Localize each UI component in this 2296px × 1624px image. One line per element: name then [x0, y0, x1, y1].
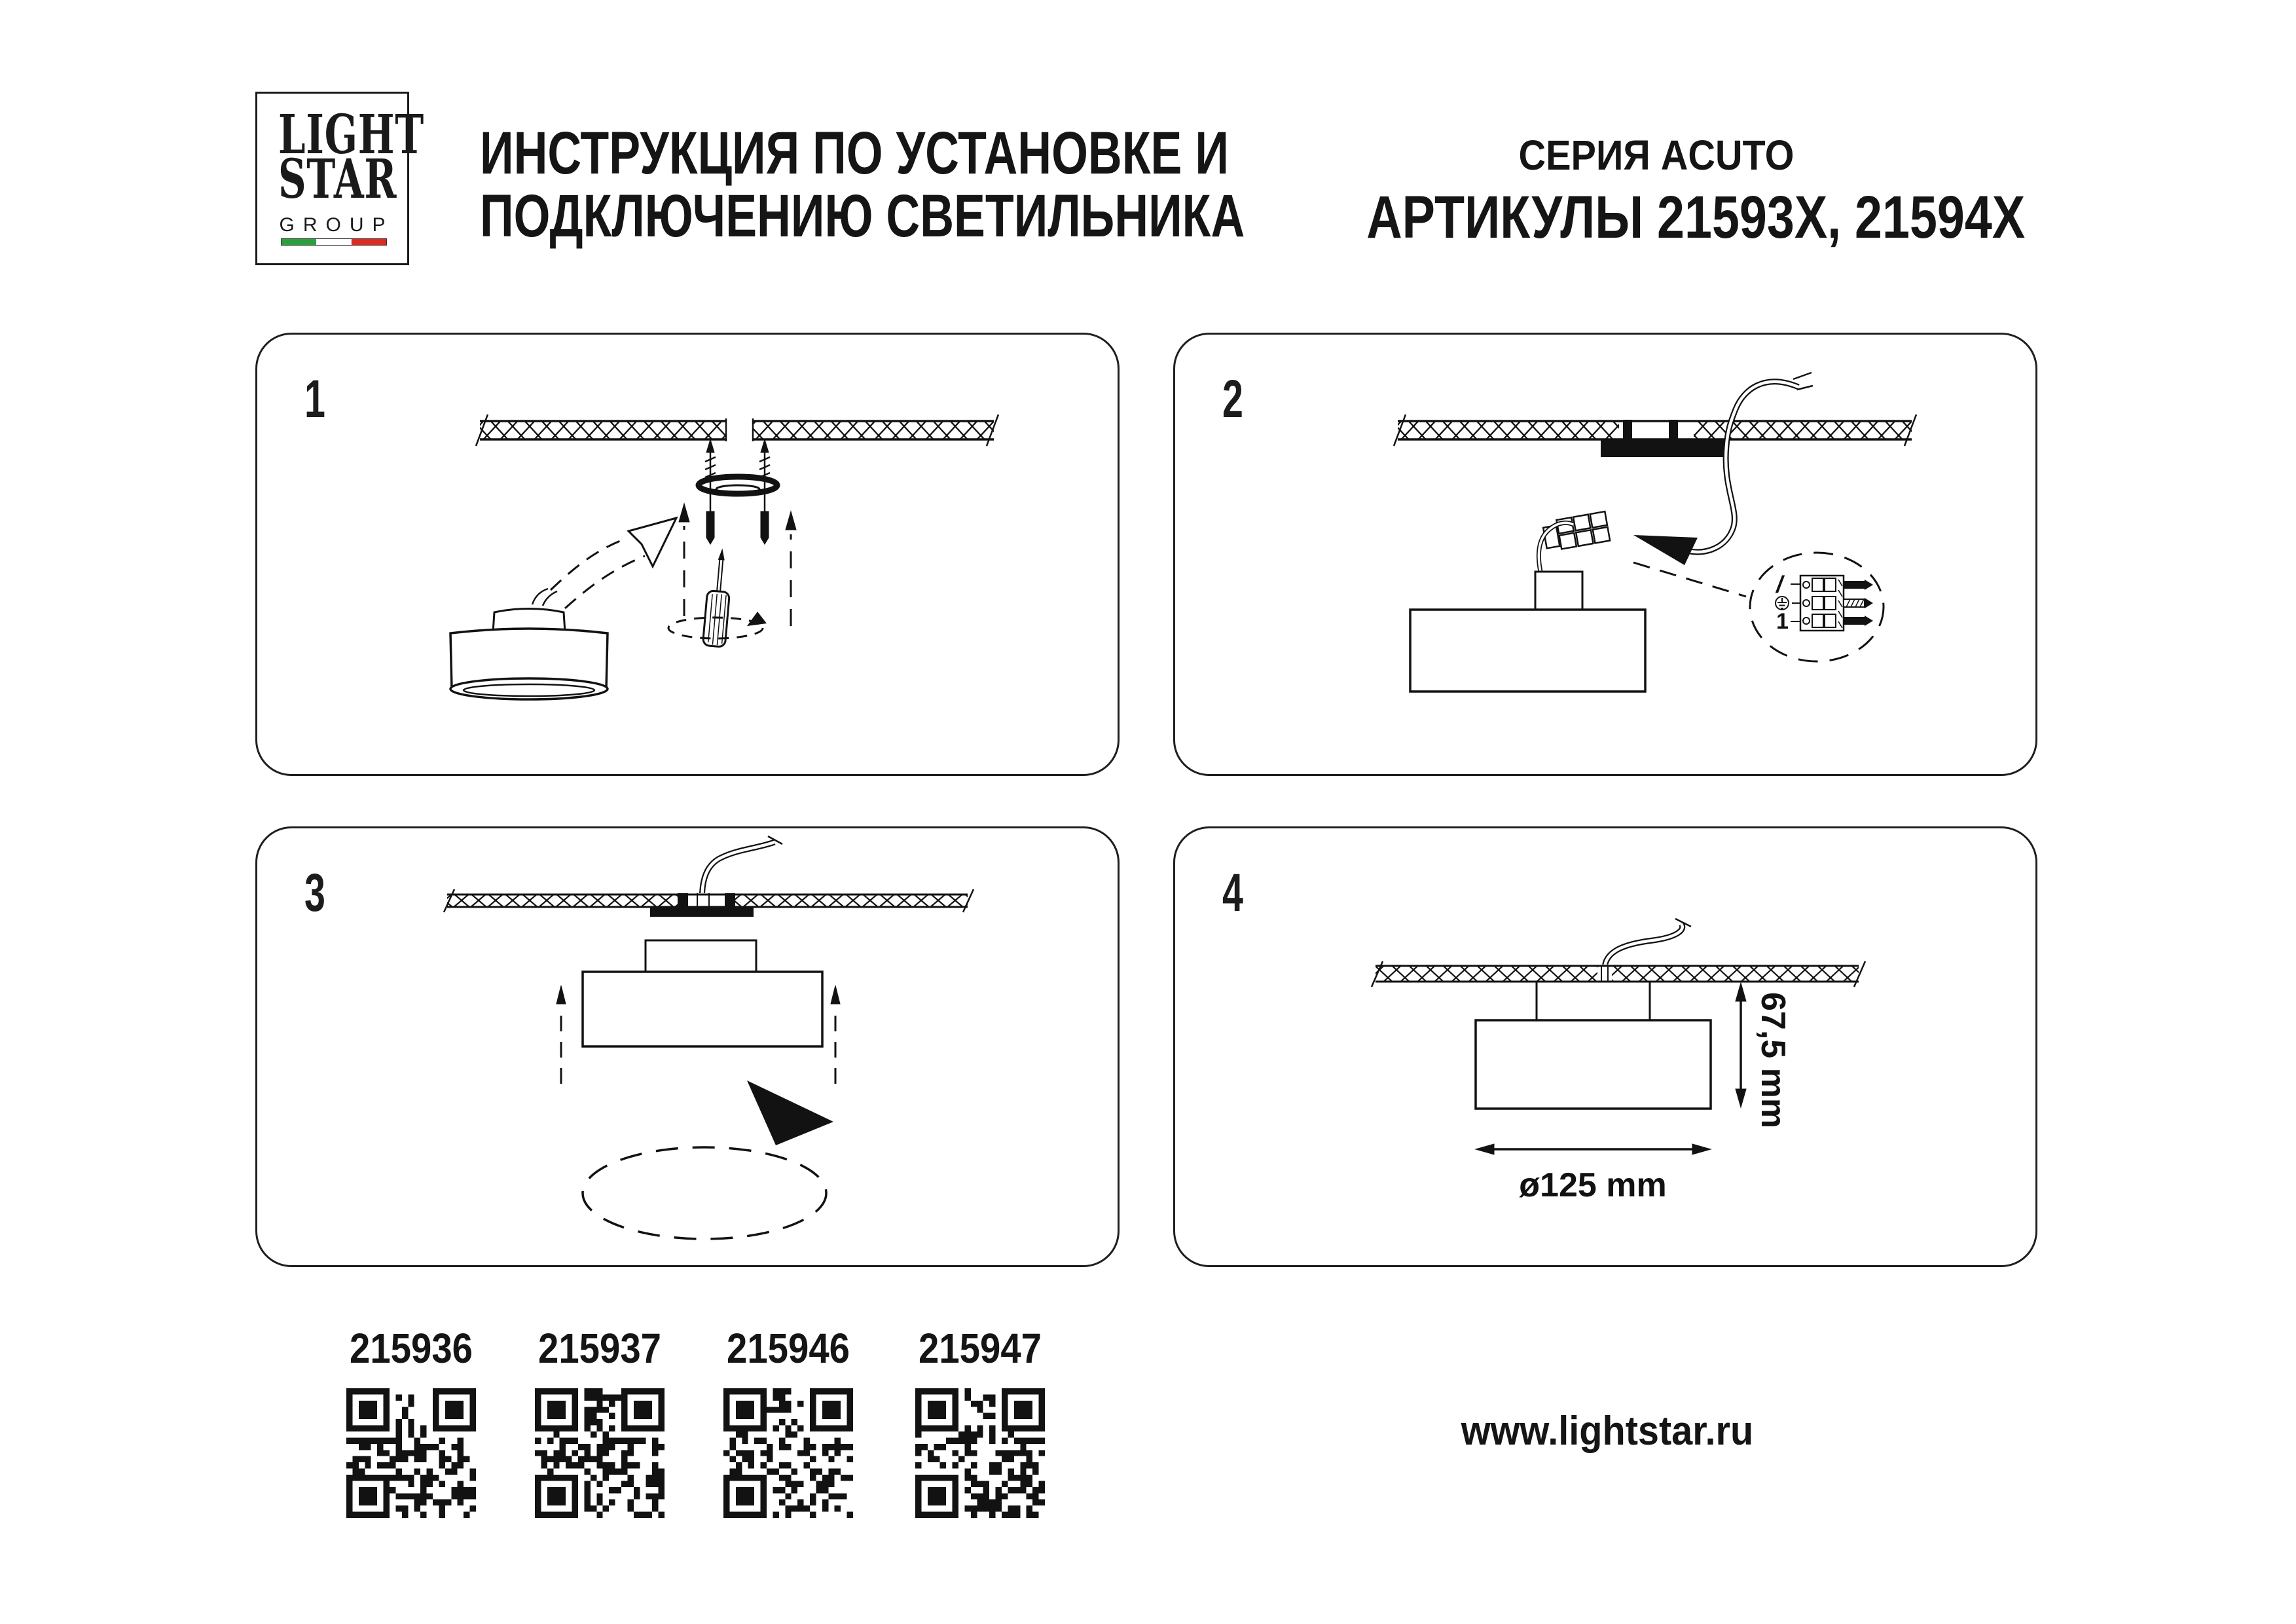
mounting-plate — [1601, 440, 1725, 457]
earth-icon — [1776, 597, 1789, 610]
step2-diagram — [1175, 335, 2035, 774]
step-number-3: 3 — [304, 863, 325, 923]
supply-wire — [1633, 373, 1813, 565]
mounting-plate — [650, 907, 754, 917]
logo-word-light: LIGHT — [278, 103, 424, 166]
articles-label: АРТИКУЛЫ 21593X, 21594X — [1366, 184, 2026, 251]
qr-code-4 — [915, 1388, 1045, 1518]
website-url: www.lightstar.ru — [1461, 1409, 1754, 1454]
luminaire — [1410, 572, 1645, 692]
rotate-arrow — [583, 1080, 833, 1239]
page-title — [480, 122, 1245, 248]
diameter-dimension — [1476, 1144, 1711, 1204]
title-line-2: ПОДКЛЮЧЕНИЮ СВЕТИЛЬНИКА — [480, 183, 1245, 249]
terminal-label-neutral: 1 — [1776, 609, 1789, 634]
step-panel-3 — [255, 826, 1120, 1267]
title-line-1: ИНСТРУКЦИЯ ПО УСТАНОВКЕ И — [480, 120, 1229, 187]
step1-diagram — [257, 335, 1118, 774]
height-dimension — [1736, 983, 1792, 1128]
terminal-block — [1800, 576, 1844, 631]
step3-diagram — [257, 828, 1118, 1265]
wire-stub-live — [1844, 581, 1865, 589]
series-label: СЕРИЯ ACUTO — [1518, 132, 1795, 179]
article-number-1: 215936 — [350, 1325, 473, 1372]
step-panel-4 — [1173, 826, 2037, 1267]
qr-code-3 — [723, 1388, 853, 1518]
detail-leader-line — [1633, 563, 1746, 597]
up-arrows-dashed — [679, 504, 796, 626]
ceiling — [1394, 415, 1916, 457]
article-number-3: 215946 — [727, 1325, 850, 1372]
ceiling — [444, 889, 974, 917]
article-number-4: 215947 — [919, 1325, 1042, 1372]
step-panel-2 — [1173, 333, 2037, 776]
luminaire — [583, 940, 822, 1046]
step-number-4: 4 — [1222, 863, 1243, 923]
step-number-1: 1 — [304, 369, 325, 429]
step-number-2: 2 — [1222, 369, 1243, 429]
logo-word-star: STAR — [278, 148, 397, 211]
qr-code-1 — [346, 1388, 476, 1518]
wire-stub-neutral — [1844, 617, 1865, 625]
lift-arrow-dashed — [551, 518, 676, 608]
lightstar-logo — [255, 92, 424, 265]
ceiling — [476, 415, 998, 446]
luminaire — [1476, 982, 1711, 1109]
terminal-detail-bubble — [1750, 553, 1884, 661]
screwdriver — [702, 547, 733, 647]
step4-diagram — [1175, 828, 2035, 1265]
diameter-dimension-label: ø125 mm — [1519, 1166, 1667, 1204]
article-number-2: 215937 — [538, 1325, 661, 1372]
italian-flag-icon — [281, 238, 387, 246]
qr-code-2 — [535, 1388, 665, 1518]
luminaire — [450, 589, 608, 699]
wire-connector — [1542, 511, 1610, 551]
logo-word-group: GROUP — [279, 214, 394, 236]
height-dimension-label: 67,5 mm — [1754, 992, 1792, 1129]
step-panel-1 — [255, 333, 1120, 776]
terminal-label-live: / — [1776, 571, 1783, 598]
